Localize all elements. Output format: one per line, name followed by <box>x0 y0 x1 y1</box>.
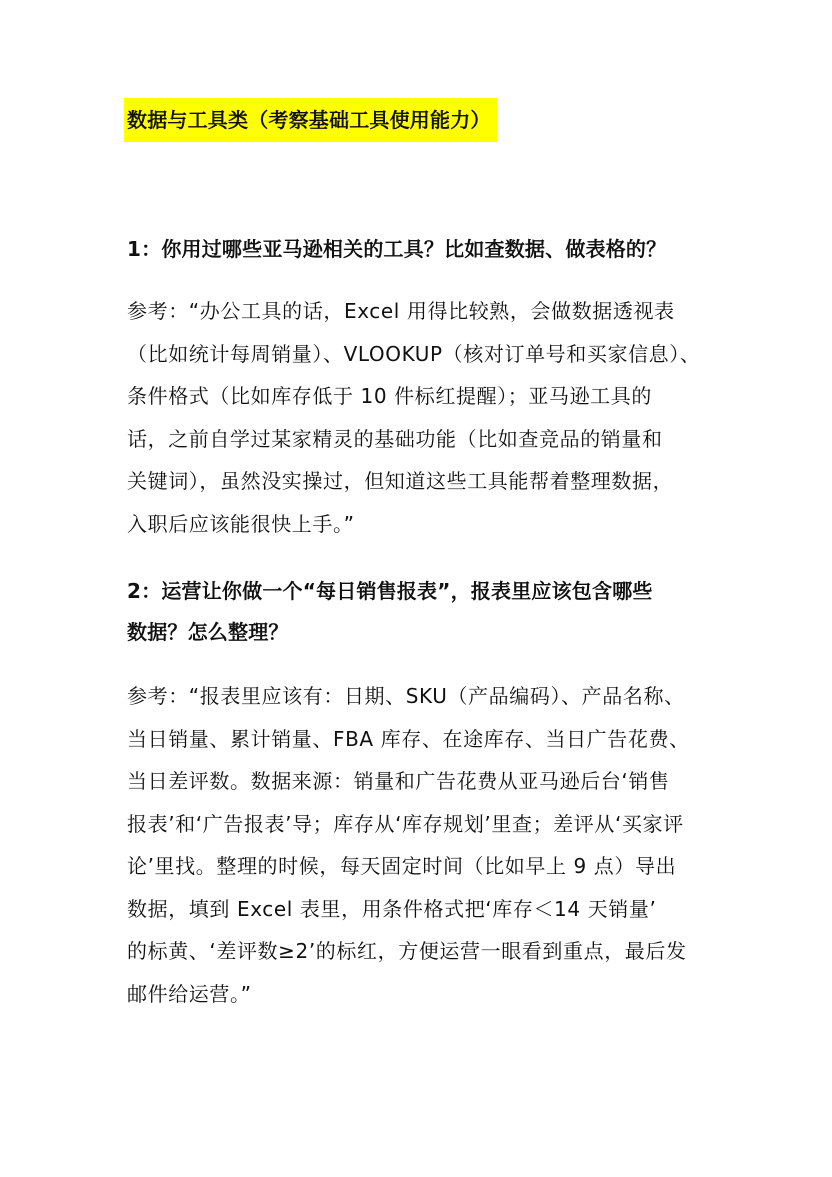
answer-1-line: 话，之前自学过某家精灵的基础功能（比如查竞品的销量和 <box>127 426 663 451</box>
answer-2-line: 邮件给运营。” <box>127 981 252 1006</box>
answer-1-line: （比如统计每周销量）、VLOOKUP（核对订单号和买家信息）、 <box>127 341 701 366</box>
answer-2 <box>127 675 727 1015</box>
answer-1-line: 条件格式（比如库存低于 10 件标红提醒）；亚马逊工具的 <box>127 384 652 408</box>
answer-1-line: 参考：“办公工具的话，Excel 用得比较熟，会做数据透视表 <box>127 299 675 323</box>
question-1-line: 1：你用过哪些亚马逊相关的工具？比如查数据、做表格的？ <box>127 237 667 261</box>
question-2 <box>127 571 727 653</box>
section-title: 数据与工具类（考察基础工具使用能力） <box>124 98 497 142</box>
answer-2-line: 论’里找。整理的时候，每天固定时间（比如早上 9 点）导出 <box>127 854 677 878</box>
answer-1-line: 入职后应该能很快上手。” <box>127 511 355 536</box>
answer-2-line: 数据，填到 Excel 表里，用条件格式把‘库存＜14 天销量’ <box>127 896 657 921</box>
answer-2-line: 的标黄、‘差评数≥2’的标红，方便运营一眼看到重点，最后发 <box>127 939 687 963</box>
answer-2-line: 当日销量、累计销量、FBA 库存、在途库存、当日广告花费、 <box>127 726 690 751</box>
question-2-line: 2：运营让你做一个“每日销售报表”，报表里应该包含哪些 <box>127 579 653 603</box>
answer-2-line: 报表’和‘广告报表’导；库存从‘库存规划’里查；差评从‘买家评 <box>127 811 684 836</box>
question-1 <box>127 229 727 270</box>
answer-2-line: 当日差评数。数据来源：销量和广告花费从亚马逊后台‘销售 <box>127 769 670 793</box>
answer-1 <box>127 290 727 545</box>
answer-1-line: 关键词），虽然没实操过，但知道这些工具能帮着整理数据， <box>127 469 674 493</box>
question-2-line: 数据？怎么整理？ <box>127 620 289 644</box>
answer-2-line: 参考：“报表里应该有：日期、SKU（产品编码）、产品名称、 <box>127 684 685 708</box>
